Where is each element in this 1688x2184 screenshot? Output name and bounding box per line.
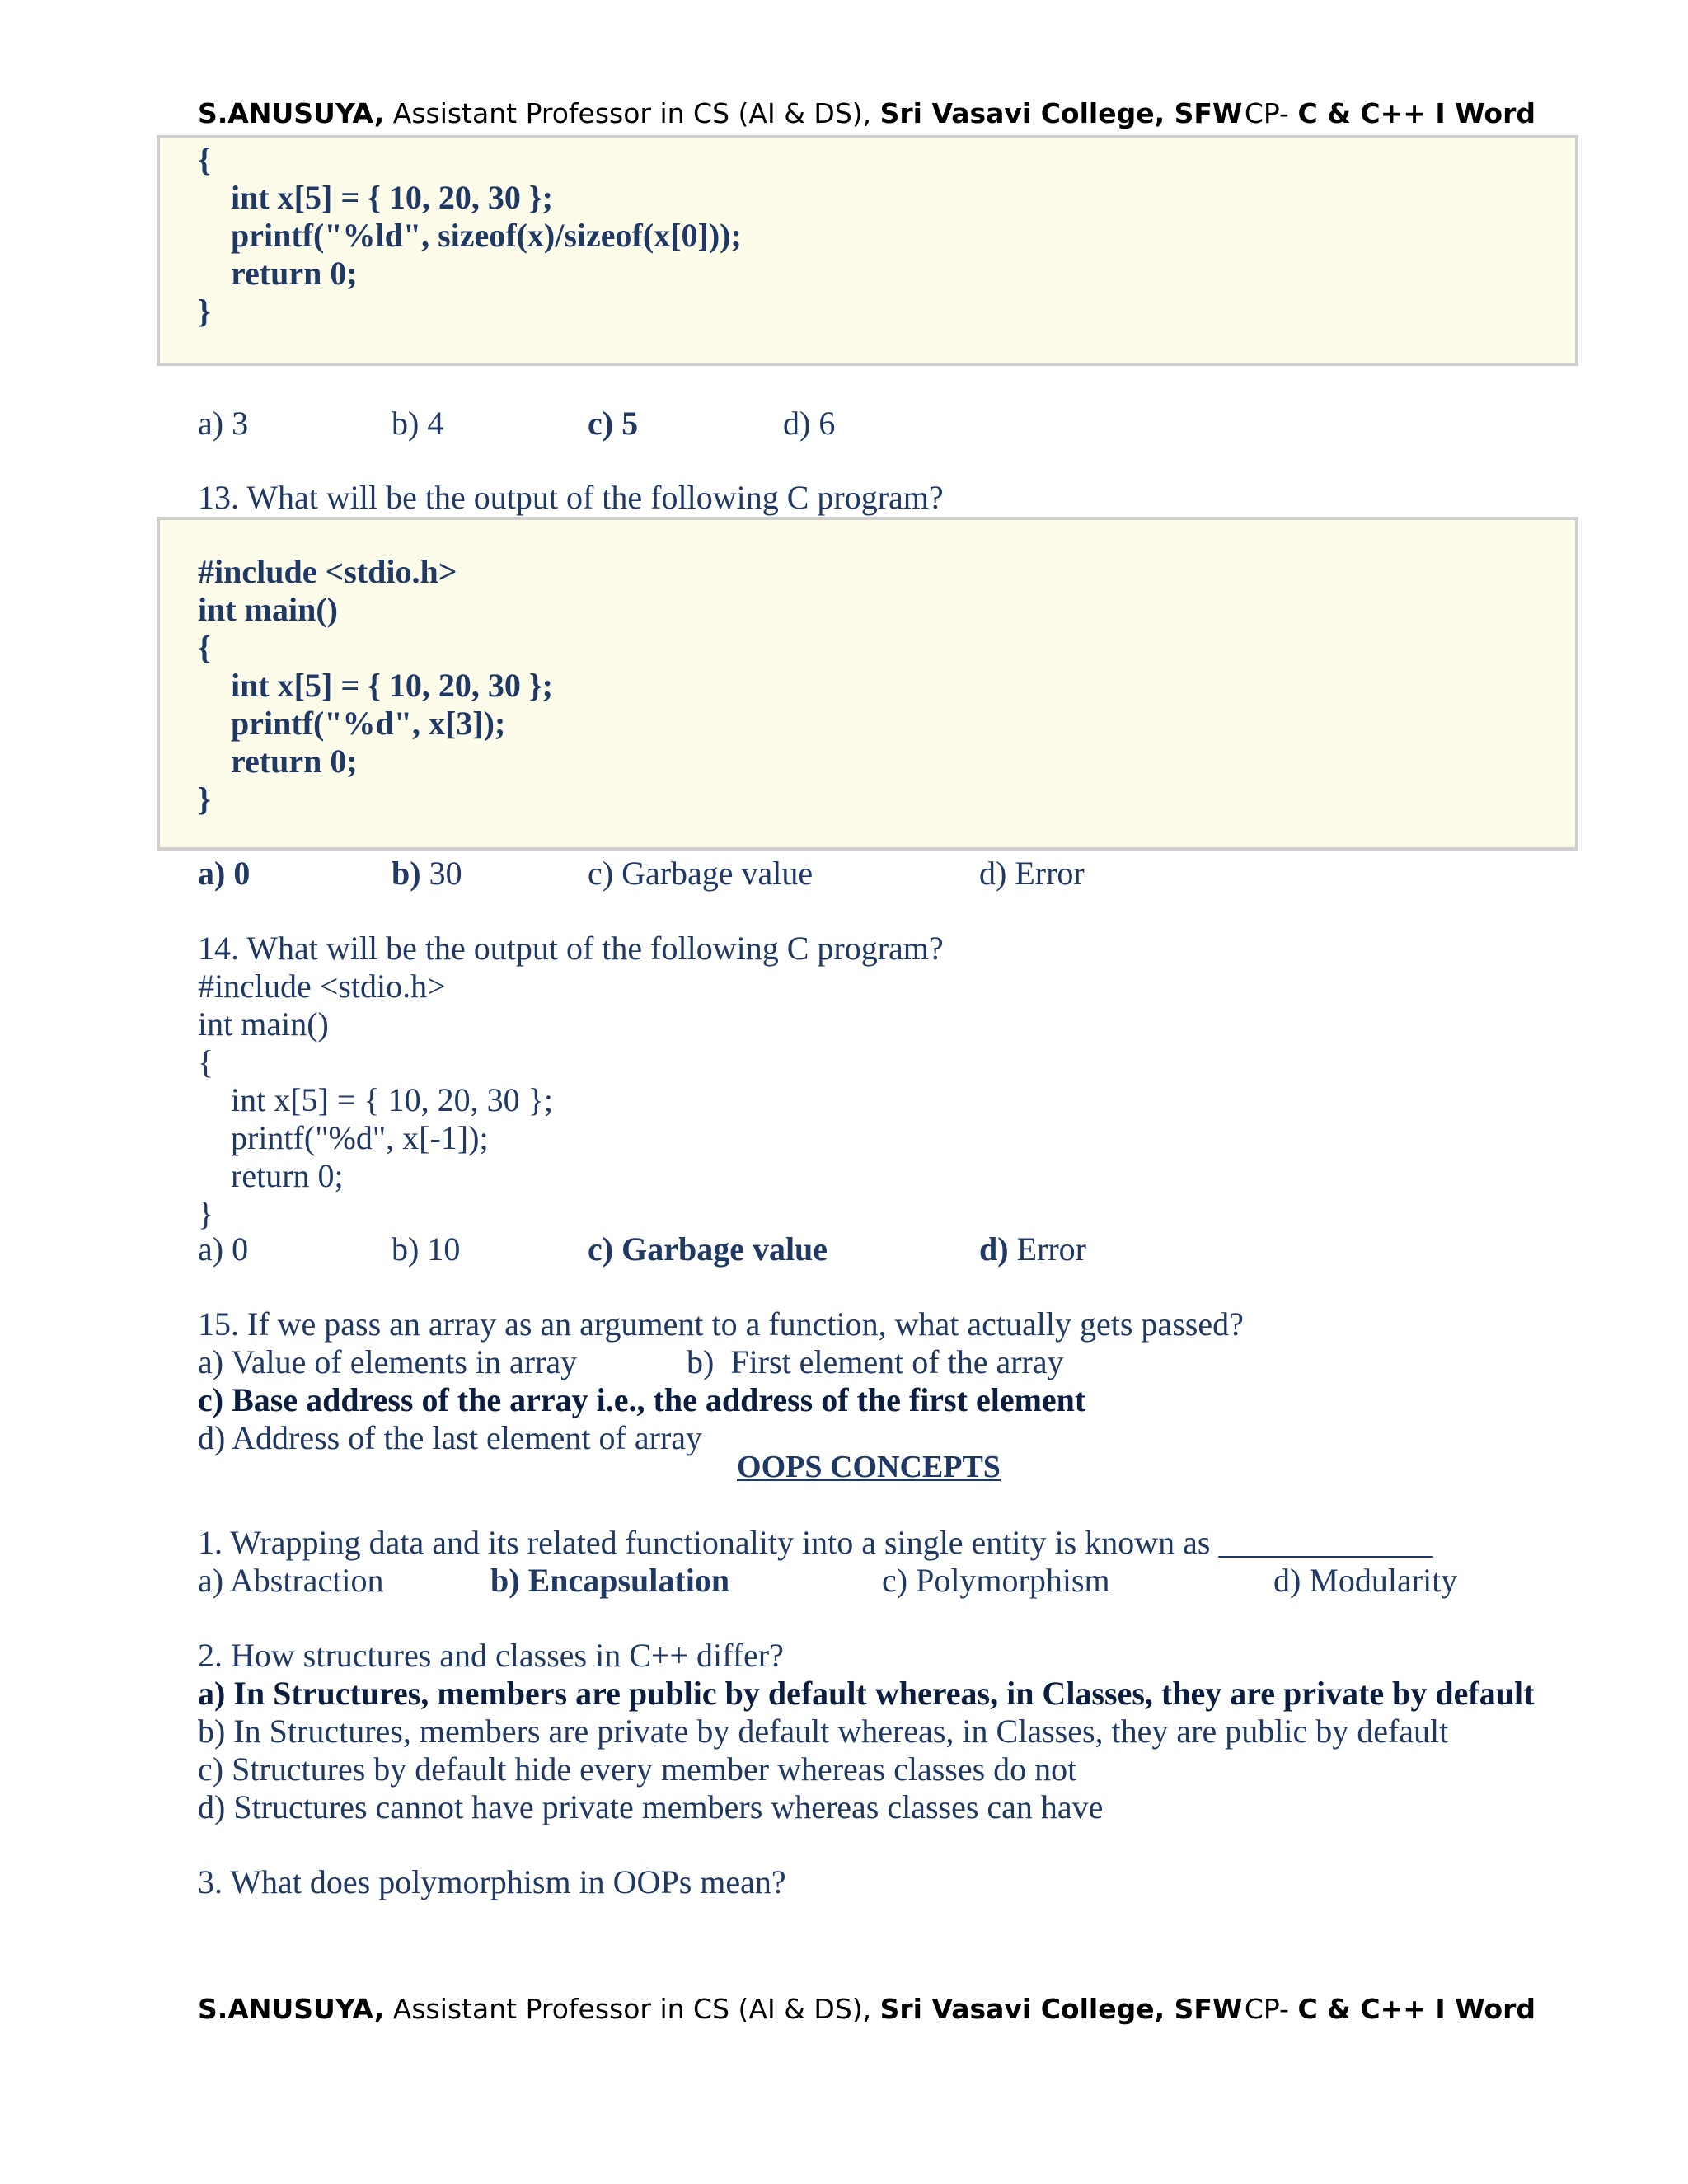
q13-option-b-letter: b) <box>392 855 421 892</box>
author-role: Assistant Professor in CS (AI & DS), <box>384 97 880 129</box>
q13-option-b <box>392 854 462 893</box>
header-left <box>198 97 1242 129</box>
q12-option-a: a) 3 <box>198 405 249 442</box>
page-header <box>198 97 1536 129</box>
q14-question: 14. What will be the output of the following C program? <box>198 930 944 967</box>
q15-option-c: c) Base address of the array i.e., the address of the first element <box>198 1381 1086 1418</box>
q12-code-line: } <box>198 293 211 330</box>
q13-code-line: int main() <box>198 591 338 628</box>
oops-q1-option-c: c) Polymorphism <box>882 1562 1110 1599</box>
course-prefix: CP- <box>1244 1993 1298 2025</box>
course-name: C & C++ I Word <box>1297 97 1536 129</box>
q14-option-d-letter: d) <box>979 1230 1009 1268</box>
oops-q1-option-b: b) Encapsulation <box>490 1562 730 1599</box>
author-role: Assistant Professor in CS (AI & DS), <box>384 1993 880 2025</box>
q13-code-line: int x[5] = { 10, 20, 30 }; <box>231 667 553 704</box>
oops-q1-option-d: d) Modularity <box>1273 1562 1458 1599</box>
q14-code-line: #include <stdio.h> <box>198 968 446 1005</box>
course-prefix: CP- <box>1244 97 1298 129</box>
q13-option-d: d) Error <box>979 855 1085 892</box>
q13-question: 13. What will be the output of the following C program? <box>198 479 944 516</box>
q14-option-c: c) Garbage value <box>588 1230 828 1268</box>
q14-option-a: a) 0 <box>198 1230 249 1268</box>
q14-code-line: { <box>198 1043 214 1080</box>
q13-code-line: #include <stdio.h> <box>198 553 457 590</box>
q12-option-c: c) 5 <box>588 405 639 442</box>
q12-option-d: d) 6 <box>783 405 836 442</box>
q14-code-line: printf("%d", x[-1]); <box>231 1119 489 1156</box>
section-title-text: OOPS CONCEPTS <box>737 1450 1001 1484</box>
oops-q2-option-b: b) In Structures, members are private by default whereas, in Classes, they are public by default <box>198 1713 1449 1750</box>
oops-q2-option-a: a) In Structures, members are public by default whereas, in Classes, they are private by default <box>198 1675 1535 1712</box>
q14-code-line: int main() <box>198 1005 329 1043</box>
q14-option-d-text: Error <box>1008 1230 1086 1268</box>
page-footer <box>198 1993 1536 2025</box>
q14-option-d <box>979 1230 1086 1268</box>
q12-code-line: int x[5] = { 10, 20, 30 }; <box>231 179 553 216</box>
q14-code-line: } <box>198 1195 214 1232</box>
oops-q2-option-c: c) Structures by default hide every member whereas classes do not <box>198 1750 1077 1788</box>
oops-q1-question: 1. Wrapping data and its related functionality into a single entity is known as _____________ <box>198 1524 1433 1561</box>
oops-q1-option-a: a) Abstraction <box>198 1562 384 1599</box>
course-name: C & C++ I Word <box>1297 1993 1536 2025</box>
oops-q3-question: 3. What does polymorphism in OOPs mean? <box>198 1863 786 1900</box>
q12-code-line: printf("%ld", sizeof(x)/sizeof(x[0])); <box>231 217 742 254</box>
q14-option-b: b) 10 <box>392 1230 461 1268</box>
q14-code-line: int x[5] = { 10, 20, 30 }; <box>231 1081 553 1118</box>
q15-question: 15. If we pass an array as an argument to a function, what actually gets passed? <box>198 1305 1244 1343</box>
q13-option-b-text: 30 <box>420 855 462 892</box>
header-right <box>1245 97 1536 129</box>
q15-option-d: d) Address of the last element of array <box>198 1419 703 1456</box>
q14-code-line: return 0; <box>231 1157 344 1194</box>
q12-code-line: { <box>198 141 211 178</box>
author-name: S.ANUSUYA, <box>198 1993 385 2025</box>
q13-code-line: } <box>198 780 211 818</box>
q15-option-a: a) Value of elements in array <box>198 1343 578 1380</box>
q13-option-c: c) Garbage value <box>588 855 814 892</box>
q13-option-a: a) 0 <box>198 855 251 892</box>
q12-option-b: b) 4 <box>392 405 444 442</box>
college-name: Sri Vasavi College, SFW <box>879 1993 1243 2025</box>
q13-code-line: printf("%d", x[3]); <box>231 705 506 742</box>
footer-right <box>1245 1993 1536 2025</box>
section-title <box>0 1449 1688 1485</box>
q13-code-line: return 0; <box>231 743 358 780</box>
q12-code-line: return 0; <box>231 255 358 292</box>
oops-q2-option-d: d) Structures cannot have private members whereas classes can have <box>198 1788 1104 1825</box>
footer-left <box>198 1993 1242 2025</box>
oops-q2-question: 2. How structures and classes in C++ differ? <box>198 1637 784 1674</box>
q15-option-b: b) First element of the array <box>687 1343 1064 1380</box>
q13-code-line: { <box>198 629 211 666</box>
author-name: S.ANUSUYA, <box>198 97 385 129</box>
college-name: Sri Vasavi College, SFW <box>879 97 1243 129</box>
